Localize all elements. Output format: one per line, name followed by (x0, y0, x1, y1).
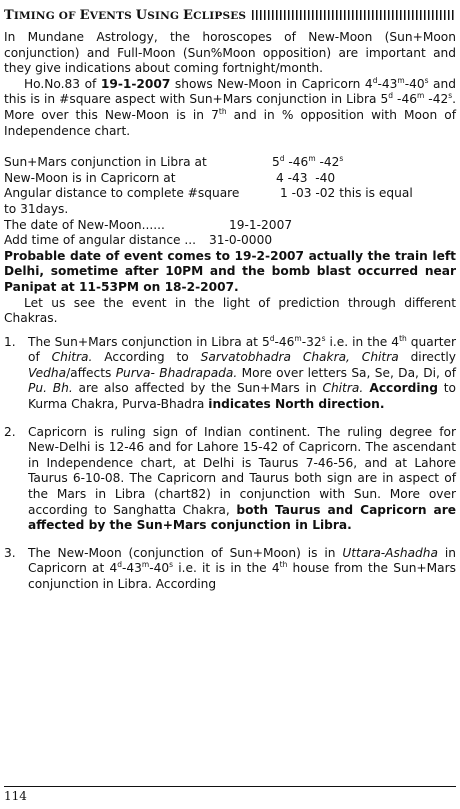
paragraph-lead-in: Let us see the event in the light of prediction through different Chakras. (4, 295, 456, 326)
text-run: -43 (377, 76, 398, 91)
text-bold: indicates North direction. (208, 397, 385, 412)
list-item-text (28, 546, 456, 593)
text-italic: Pu. Bh. (28, 381, 73, 396)
calc-continuation: to 31days. (4, 201, 69, 216)
sup-minute: m (308, 154, 316, 164)
sup-second: s (321, 333, 326, 343)
text-italic: Uttara-Ashadha (342, 545, 438, 560)
calc-line-sun-mars (4, 155, 456, 171)
text-run: 5 (272, 155, 280, 170)
text-run: -46 (274, 334, 295, 349)
text-run: -42 (424, 92, 449, 107)
sup-second: s (448, 91, 453, 101)
text-run: -32 (301, 334, 322, 349)
calc-label: Angular distance to complete #square (4, 186, 240, 201)
text-run: in Capricorn at 4 (28, 545, 456, 576)
page-footer (4, 786, 456, 803)
sup-degree: d (372, 75, 378, 85)
sup-second: s (424, 75, 429, 85)
paragraph-horoscope (4, 77, 456, 139)
text-run: directly (398, 350, 457, 365)
list-item-number: 3. (4, 545, 16, 560)
calc-value: 1 -03 -02 this is equal (280, 186, 413, 201)
sup-ordinal: th (218, 106, 227, 116)
text-run: and in % opposition with Moon of Independence chart. (4, 107, 457, 138)
sup-minute: m (416, 91, 425, 101)
date-bold: 19-1-2007 (100, 76, 171, 91)
text-run: and this is in #square aspect with Sun+Mars conjunction in Libra 5 (4, 76, 456, 107)
text-italic: Chitra. (51, 350, 93, 365)
calc-label: Sun+Mars conjunction in Libra at (4, 155, 207, 170)
calc-value: 19-1-2007 (229, 217, 293, 232)
calc-label: New-Moon is in Capricorn at (4, 170, 176, 185)
sup-degree: d (279, 154, 285, 164)
title-initial: E (79, 7, 90, 23)
sup-degree: d (388, 91, 394, 101)
title-part: CLIPSES (193, 9, 247, 22)
title-part: IMING OF (13, 9, 80, 22)
sup-minute: m (141, 560, 150, 570)
calc-value (272, 155, 343, 171)
title-initial: E (182, 7, 194, 23)
calc-line-date (4, 218, 456, 234)
text-run: house from the Sun+Mars conjunction in Libra. According (28, 561, 456, 591)
sup-degree: d (269, 333, 275, 343)
calc-value: 31-0-0000 (209, 233, 273, 248)
sup-minute: m (294, 333, 302, 343)
list-item-number: 1. (4, 334, 16, 349)
text-run: -46 (393, 92, 417, 107)
text-run: According to (92, 350, 201, 365)
paragraph-intro: In Mundane Astrology, the horoscopes of New-Moon (Sun+Moon conjunction) and Full-Moon (Sun%Moon opposition) are important and they give indications about coming fortnight/month. (4, 30, 456, 76)
text-run: -43 (121, 561, 142, 576)
text-run: to Kurma Chakra, Purva-Bhadra (28, 381, 456, 412)
text-run: quarter of (28, 334, 456, 365)
list-item (4, 335, 456, 413)
page-number: 114 (4, 789, 27, 803)
text-run: i.e. in the 4 (325, 334, 400, 349)
text-bold: both Taurus and Capricorn are affected by the Sun+Mars conjunction in Libra. (28, 502, 456, 533)
spacer (4, 139, 456, 155)
title-part: VENTS (89, 9, 136, 22)
running-header (4, 4, 456, 26)
text-run: The Sun+Mars conjunction in Libra at 5 (28, 334, 270, 349)
calc-line-angular (4, 186, 456, 202)
text-run: -40 (404, 76, 425, 91)
text-run: . More over this New-Moon is in 7 (4, 92, 456, 122)
text-run: -42 (315, 155, 340, 170)
title-initial: T (4, 7, 14, 23)
sup-ordinal: th (399, 333, 407, 343)
calc-label: The date of New-Moon...... (4, 217, 165, 232)
text-run: Ho.No.83 of (24, 76, 101, 91)
text-run: -40 (149, 561, 170, 576)
calc-label: Add time of angular distance ... (4, 233, 197, 248)
list-item-text (28, 335, 456, 413)
text-run: Capricorn is ruling sign of Indian continent. The ruling degree for New-Delhi is 12-46 and for Lahore 15-42 of Capricorn. The ascendant in Independence chart, at Delhi is Taurus 7-46-56, and at Lahore Taurus 6-10-08. The Capricorn and Taurus both sign are in aspect of the Mars in Libra (chart82) in conjunction with Sun. More over according to Sanghatta Chakra, (28, 424, 456, 517)
list-item-text (28, 425, 456, 534)
header-ornament-bars (252, 10, 456, 20)
text-italic: Chitra. (322, 381, 364, 396)
text-run: More over letters Sa, Se, Da, Di, of (237, 365, 456, 380)
text-italic: Sarvatobhadra Chakra, Chitra (200, 350, 399, 365)
list-item (4, 546, 456, 593)
text-bold: According (363, 381, 438, 396)
chapter-title (4, 8, 246, 23)
text-run: -46 (284, 155, 309, 170)
title-part: SING (147, 9, 183, 22)
sup-second: s (169, 560, 174, 570)
sup-minute: m (397, 75, 405, 85)
text-run: shows New-Moon in Capricorn 4 (170, 76, 373, 91)
calc-line-new-moon (4, 171, 456, 187)
calc-value: 4 -43 -40 (276, 170, 336, 185)
title-initial: U (135, 7, 148, 23)
probable-date-statement: Probable date of event comes to 19-2-2007 actually the train left Delhi, sometime after 10PM and the bomb blast occurred near Panipat at 11-53PM on 18-2-2007. (4, 248, 456, 294)
sup-ordinal: th (279, 560, 288, 570)
list-item-number: 2. (4, 424, 16, 439)
text-run: The New-Moon (conjunction of Sun+Moon) is in (28, 545, 343, 560)
text-italic: Vedha (28, 365, 67, 380)
sup-second: s (339, 154, 344, 164)
text-italic: Purva- Bhadrapada. (115, 365, 238, 380)
list-item (4, 425, 456, 534)
text-run: /affects (66, 365, 116, 380)
sup-degree: d (117, 560, 122, 570)
page-body (4, 30, 456, 593)
calc-line-add-time (4, 233, 456, 249)
text-run: are also affected by the Sun+Mars in (72, 381, 323, 396)
text-run: i.e. it is in the 4 (173, 561, 280, 576)
